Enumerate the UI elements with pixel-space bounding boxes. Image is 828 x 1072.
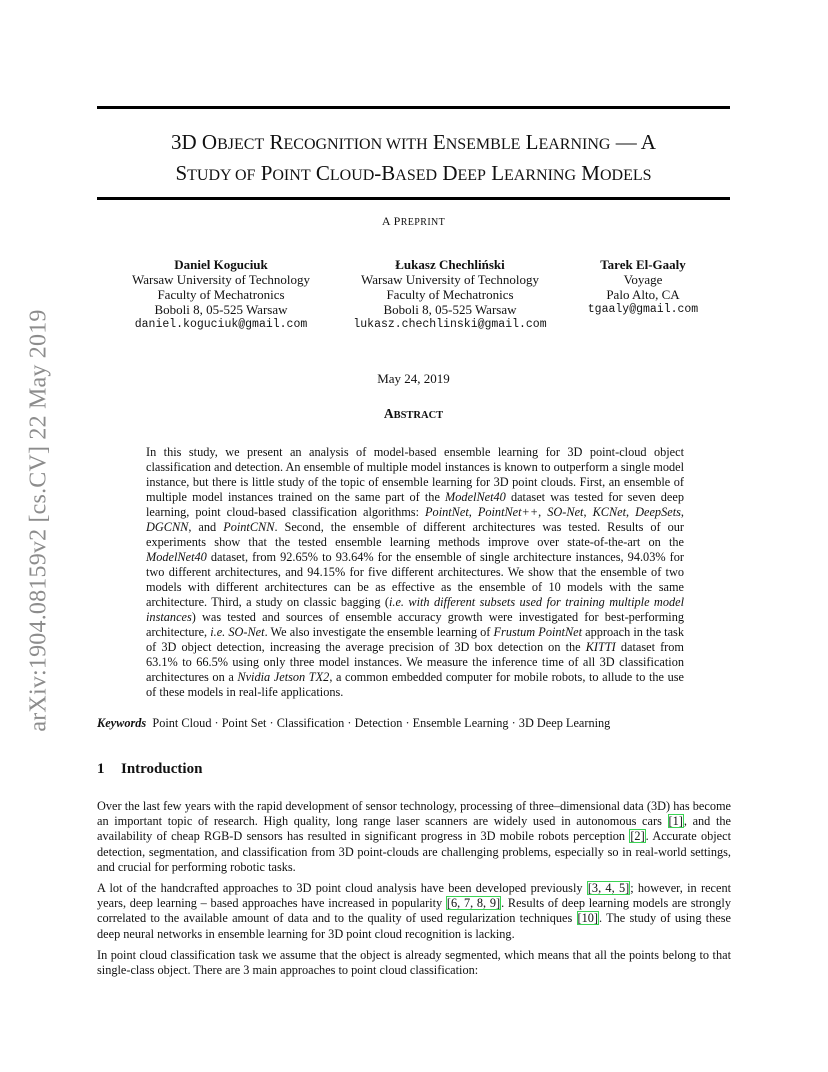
title-line-2: STUDY OF POINT CLOUD-BASED DEEP LEARNING MODELS <box>175 161 652 185</box>
intro-paragraph-3: In point cloud classification task we assume that the object is already segmented, which means that all the points belong to that single-class object. There are 3 main approaches to point cloud classification: <box>97 948 731 978</box>
author-name: Łukasz Chechliński <box>395 257 505 272</box>
arxiv-identifier: arXiv:1904.08159v2 [cs.CV] 22 May 2019 <box>25 308 52 732</box>
author-department: Palo Alto, CA <box>606 287 680 302</box>
title-line-1: 3D OBJECT RECOGNITION WITH ENSEMBLE LEARNING — A <box>171 130 656 154</box>
author-block-3 <box>572 257 714 317</box>
abstract-text: In this study, we present an analysis of model-based ensemble learning for 3D point-cloud object classification and detection. An ensemble of multiple model instances is known to outperform a single model instance, but there is little study of the topic of ensemble learning for 3D point clouds. First, an ensemble of multiple model instances trained on the same part of the ModelNet40 dataset was tested for seven deep learning, point cloud-based classification algorithms: PointNet, PointNet++, SO-Net, KCNet, DeepSets, DGCNN, and PointCNN. Second, the ensemble of different architectures was tested. Results of our experiments show that the tested ensemble learning methods improve over state-of-the-art on the ModelNet40 dataset, from 92.65% to 93.64% for the ensemble of single architecture instances, 94.03% for two different architectures, and 94.15% for five different architectures. We show that the ensemble of two models with different architectures can be as effective as the ensemble of 10 models with the same architecture. Third, a study on classic bagging (i.e. with different subsets used for training multiple model instances) was tested and sources of ensemble accuracy growth were investigated for best-performing architecture, i.e. SO-Net. We also investigate the ensemble learning of Frustum PointNet approach in the task of 3D object detection, increasing the average precision of 3D box detection on the KITTI dataset from 63.1% to 66.5% using only three model instances. We measure the inference time of all 3D classification architectures on a Nvidia Jetson TX2, a common embedded computer for mobile robots, to allude to the use of these models in real-life applications. <box>146 445 685 699</box>
intro-paragraph-1: Over the last few years with the rapid development of sensor technology, processing of three–dimensional data (3D) has become an important topic of research. High quality, long range laser scanners are widely used in autonomous cars [1], and the availability of cheap RGB-D sensors has resulted in significant progress in 3D mobile robots perception [2]. Accurate object detection, segmentation, and classification from 3D point-clouds are challenging problems, especially so in real-world settings, and crucial for performing robotic tasks. <box>97 799 731 874</box>
section-heading-introduction <box>97 761 202 778</box>
keywords-list: Point Cloud · Point Set · Classification · Detection · Ensemble Learning · 3D Deep Learning <box>152 716 611 730</box>
author-affiliation: Warsaw University of Technology <box>132 272 310 287</box>
citation-link[interactable]: [10] <box>577 911 598 926</box>
title-bottom-rule <box>97 197 730 200</box>
author-email: lukasz.chechlinski@gmail.com <box>353 318 547 331</box>
section-number: 1 <box>97 761 105 777</box>
author-email: tgaaly@gmail.com <box>587 303 699 316</box>
section-title: Introduction <box>121 761 203 777</box>
author-department: Faculty of Mechatronics <box>157 287 285 302</box>
author-email: daniel.koguciuk@gmail.com <box>134 318 308 331</box>
author-affiliation: Voyage <box>623 272 663 287</box>
intro-paragraph-2: A lot of the handcrafted approaches to 3D point cloud analysis have been developed previously [3, 4, 5]; however, in recent years, deep learning – based approaches have increased in popularity [6, 7, 8, 9]. Results of deep learning models are strongly correlated to the available amount of data and to the quality of used regularization techniques [10]. The study of using these deep neural networks in ensemble learning for 3D point cloud recognition is lacking. <box>97 881 732 941</box>
author-address: Boboli 8, 05-525 Warsaw <box>383 302 517 317</box>
author-block-2 <box>340 257 560 332</box>
citation-link[interactable]: [2] <box>630 829 645 844</box>
keywords-line <box>97 716 737 731</box>
title-top-rule <box>97 106 730 109</box>
preprint-label: A PREPRINT <box>381 214 446 228</box>
citation-link[interactable]: [3, 4, 5] <box>587 881 630 895</box>
author-block-1 <box>117 257 325 332</box>
publication-date: May 24, 2019 <box>377 371 450 386</box>
citation-link[interactable]: [6, 7, 8, 9] <box>446 896 501 911</box>
citation-link[interactable]: [1] <box>668 814 683 829</box>
author-address: Boboli 8, 05-525 Warsaw <box>154 302 288 317</box>
author-affiliation: Warsaw University of Technology <box>361 272 539 287</box>
author-department: Faculty of Mechatronics <box>386 287 514 302</box>
author-name: Tarek El-Gaaly <box>600 257 686 272</box>
paper-title <box>97 128 730 190</box>
arxiv-sidebar <box>24 270 54 770</box>
author-name: Daniel Koguciuk <box>174 257 268 272</box>
keywords-label: Keywords <box>97 716 147 730</box>
abstract-heading: ABSTRACT <box>383 406 444 421</box>
